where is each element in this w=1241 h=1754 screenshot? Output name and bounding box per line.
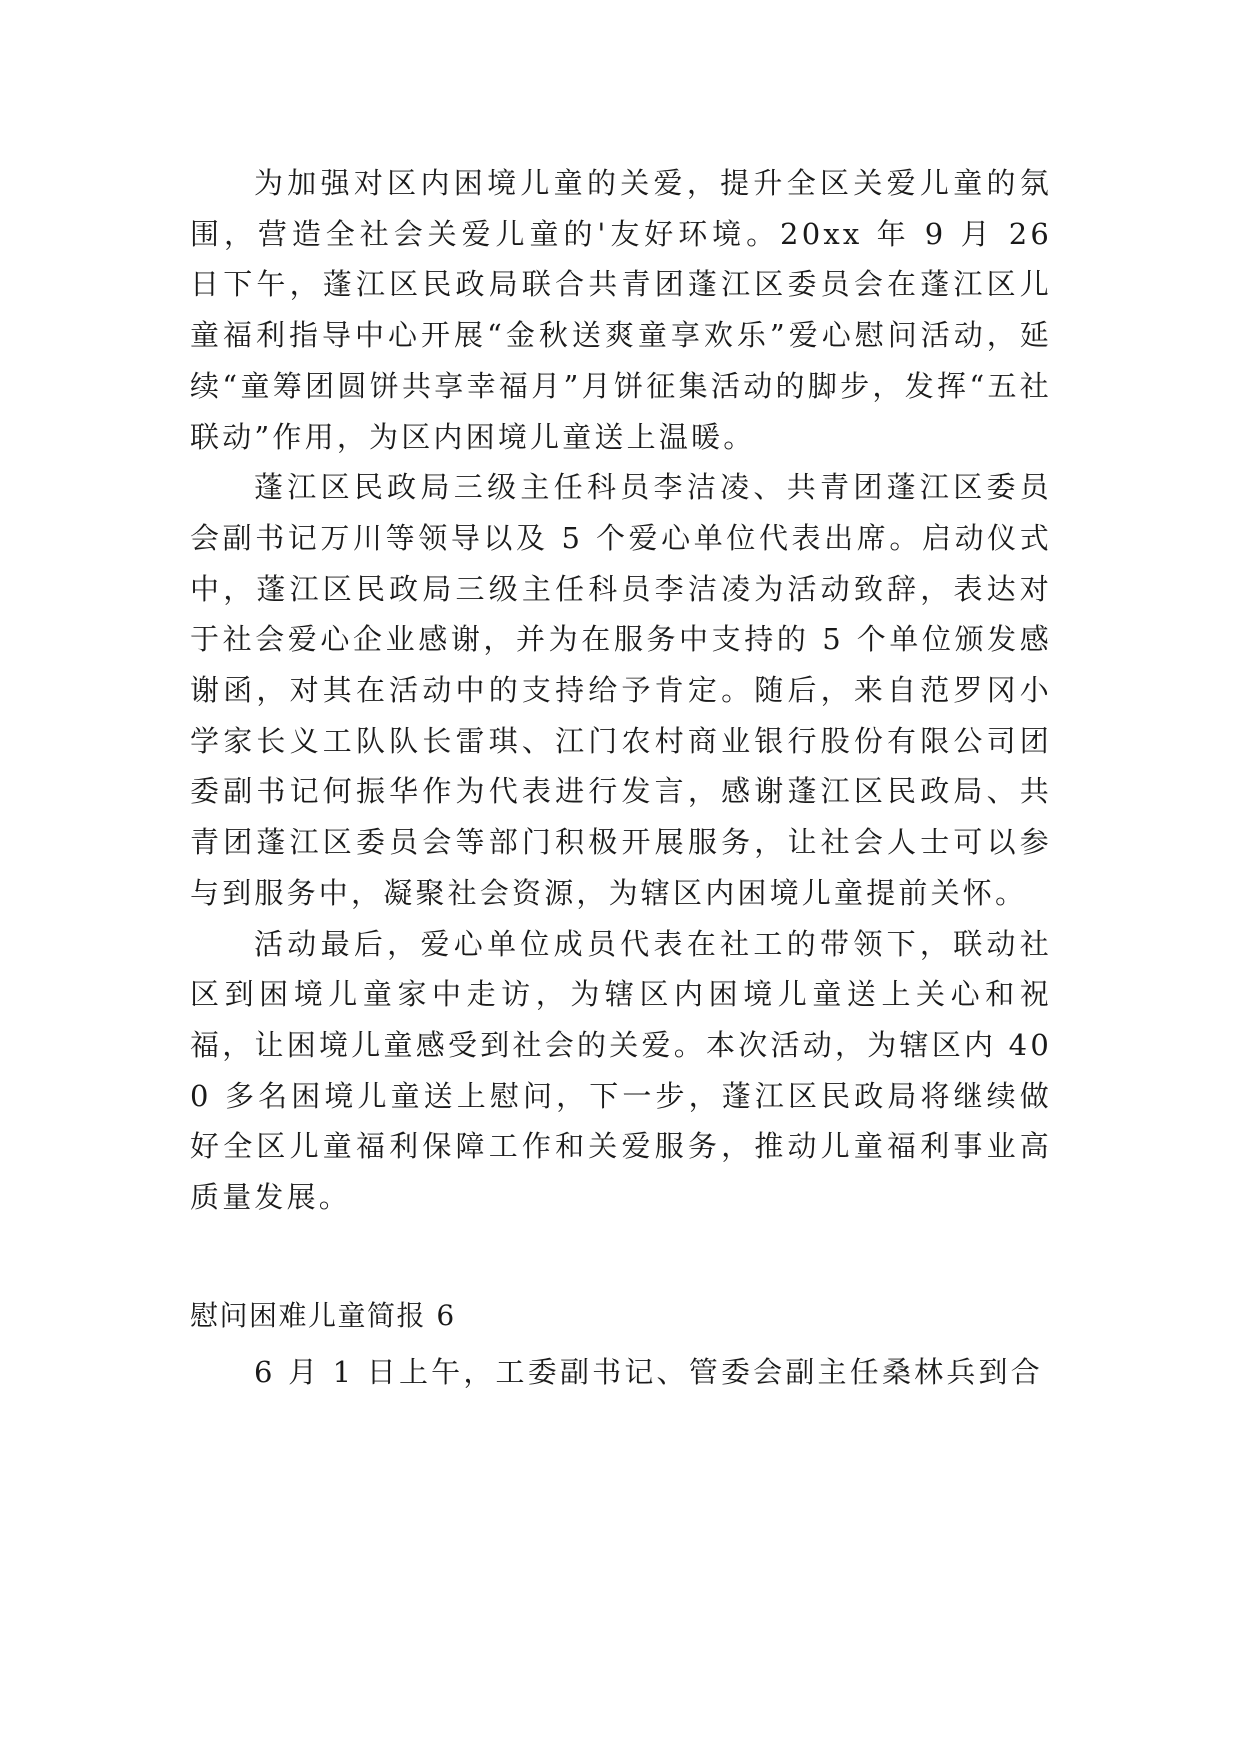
document-body — [190, 158, 1052, 1397]
section-paragraph: 6 月 1 日上午，工委副书记、管委会副主任桑林兵到合 — [254, 1354, 1043, 1389]
body-paragraph-1: 为加强对区内困境儿童的关爱，提升全区关爱儿童的氛围，营造全社会关爱儿童的'友好环境。20xx 年 9 月 26 日下午，蓬江区民政局联合共青团蓬江区委员会在蓬江区儿童福利指导中心开展“金秋送爽童享欢乐”爱心慰问活动，延续“童筹团圆饼共享幸福月”月饼征集活动的脚步，发挥“五社联动”作用，为区内困境儿童送上温暖。 — [190, 166, 1052, 454]
body-paragraph-2: 蓬江区民政局三级主任科员李洁凌、共青团蓬江区委员会副书记万川等领导以及 5 个爱心单位代表出席。启动仪式中，蓬江区民政局三级主任科员李洁凌为活动致辞，表达对于社会爱心企业感谢，并为在服务中支持的 5 个单位颁发感谢函，对其在活动中的支持给予肯定。随后，来自范罗冈小学家长义工队队长雷琪、江门农村商业银行股份有限公司团委副书记何振华作为代表进行发言，感谢蓬江区民政局、共青团蓬江区委员会等部门积极开展服务，让社会人士可以参与到服务中，凝聚社会资源，为辖区内困境儿童提前关怀。 — [190, 470, 1052, 910]
section-heading: 慰问困难儿童简报 6 — [190, 1298, 456, 1332]
body-paragraph-3: 活动最后，爱心单位成员代表在社工的带领下，联动社区到困境儿童家中走访，为辖区内困境儿童送上关心和祝福，让困境儿童感受到社会的关爱。本次活动，为辖区内 400 多名困境儿童送上慰问，下一步，蓬江区民政局将继续做好全区儿童福利保障工作和关爱服务，推动儿童福利事业高质量发展。 — [190, 926, 1052, 1215]
